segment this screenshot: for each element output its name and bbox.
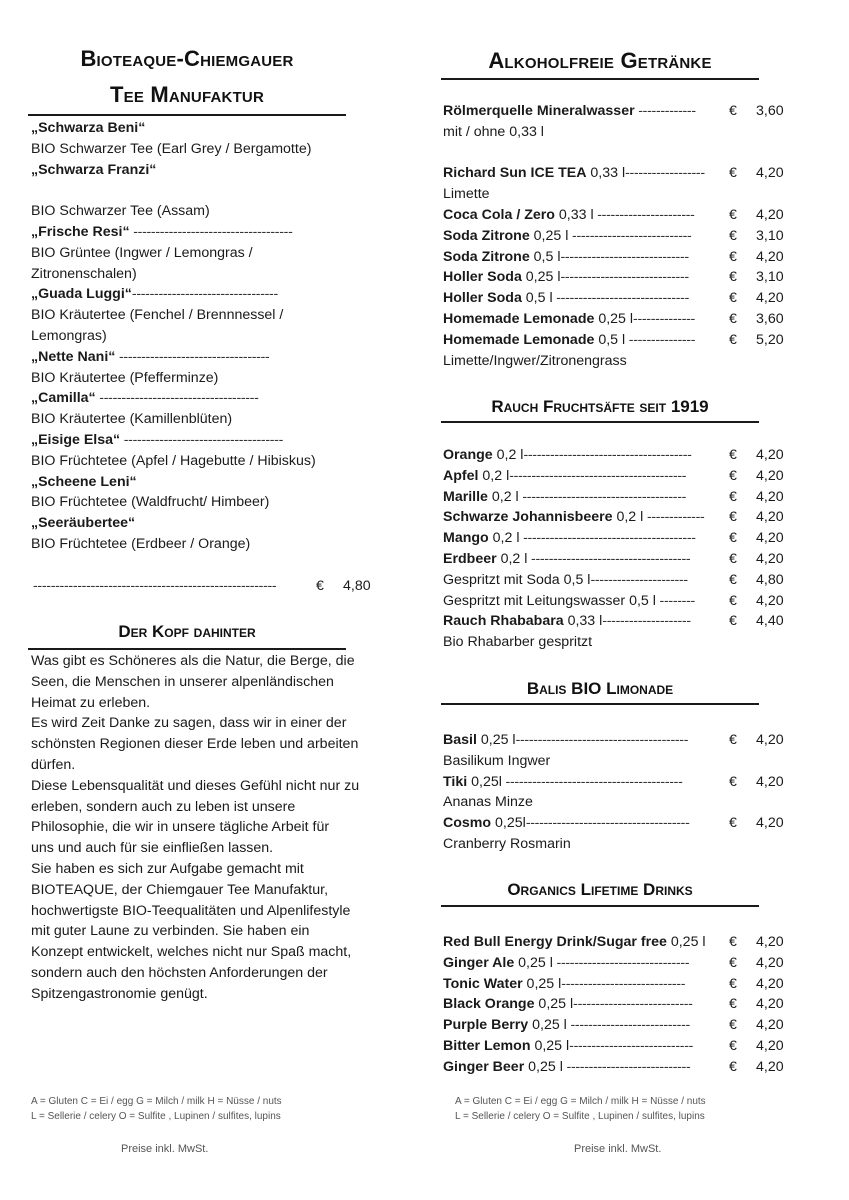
menu-item — [443, 288, 783, 309]
about-title: Der Kopf dahinter — [118, 622, 256, 641]
item-name: Soda Zitrone — [443, 227, 530, 244]
allergen-legend-line2: L = Sellerie / celery O = Sulfite , Lupinen / sulfites, lupins — [31, 1111, 281, 1122]
item-size: 0,25 l — [521, 269, 561, 286]
drinks-title: Alkoholfreie Getränke — [488, 48, 712, 73]
leader-dots: ---------------------------- — [562, 1058, 691, 1075]
leader-dots: -------------------- — [602, 613, 691, 630]
tea-description: Zitronenschalen) — [31, 265, 137, 282]
item-currency: € — [729, 934, 737, 950]
item-price: 4,20 — [756, 954, 784, 971]
item-name: Black Orange — [443, 996, 535, 1013]
tea-description: BIO Grüntee (Ingwer / Lemongras / — [31, 244, 253, 261]
about-line: Diese Lebensqualität und dieses Gefühl nicht nur zu — [31, 777, 360, 794]
item-currency: € — [729, 165, 737, 182]
menu-item — [443, 1036, 783, 1057]
item-size: 0,25 l — [530, 1038, 570, 1054]
item-currency: € — [729, 467, 737, 484]
menu-item — [443, 813, 783, 834]
tea-name: „Schwarza Beni“ — [31, 120, 146, 136]
item-price: 4,20 — [756, 551, 784, 567]
tea-item-name — [31, 118, 145, 139]
item-name: Holler Soda — [443, 269, 522, 286]
tea-item-name — [31, 160, 156, 181]
item-subtitle: Limette — [443, 186, 490, 203]
about-line: Seen, die Menschen in unserer alpenländischen — [31, 673, 334, 690]
item-name: Bitter Lemon — [443, 1038, 531, 1054]
item-name: Soda Zitrone — [443, 248, 530, 265]
leader-dots: ---------------------------------------- — [501, 773, 683, 790]
item-size: 0,25 l — [476, 732, 516, 748]
item-size: 0,2 l — [496, 551, 528, 567]
item-price: 3,10 — [756, 227, 784, 244]
leader-dots: ------------------ — [625, 165, 705, 182]
tea-name: „Eisige Elsa“ — [31, 432, 121, 448]
item-currency: € — [729, 488, 737, 505]
tea-name: „Schwarza Franzi“ — [31, 161, 157, 178]
leader-dots: ---------------------------------- — [115, 348, 270, 365]
item-subtitle: Cranberry Rosmarin — [443, 836, 571, 852]
tea-item-name — [31, 472, 137, 493]
menu-item — [443, 772, 783, 793]
organics-title: Organics Lifetime Drinks — [507, 880, 693, 899]
item-currency: € — [729, 331, 737, 348]
menu-item — [443, 247, 783, 268]
tea-description: BIO Schwarzer Tee (Earl Grey / Bergamotte) — [31, 140, 312, 157]
leader-dots: --------------------------- — [568, 227, 692, 244]
item-currency: € — [729, 996, 737, 1013]
leader-dots: --------------------------------- — [131, 286, 278, 303]
item-currency: € — [729, 975, 737, 992]
item-price: 4,20 — [756, 815, 784, 832]
item-name: Coca Cola / Zero — [443, 207, 555, 223]
leader-dots: --------------------------------------- — [515, 732, 689, 748]
item-name: Cosmo — [443, 815, 492, 832]
item-name: Mango — [443, 530, 489, 547]
item-name: Richard Sun ICE TEA — [443, 165, 587, 182]
tea-description: Lemongras) — [31, 328, 107, 344]
about-line: sondern auch den höchsten Anforderungen der — [31, 965, 328, 981]
about-line: BIOTEAQUE, der Chiemgauer Tee Manufaktur, — [31, 881, 329, 898]
leader-dots: ---------------------------------------- — [509, 467, 687, 484]
about-line: Was gibt es Schöneres als die Natur, die Berge, die — [31, 653, 355, 669]
tea-description: BIO Früchtetee (Apfel / Hagebutte / Hibiskus) — [31, 452, 316, 469]
allergen-legend-line1: A = Gluten C = Ei / egg G = Milch / milk H = Nüsse / nuts — [455, 1096, 706, 1107]
item-currency: € — [729, 248, 737, 265]
item-currency: € — [729, 551, 737, 567]
leader-dots: ---------------------- — [593, 207, 695, 223]
item-currency: € — [729, 732, 737, 748]
tea-title-line1: Bioteaque-Chiemgauer — [80, 46, 294, 71]
leader-dots: ------------------------------------ — [95, 390, 259, 407]
tea-item-name — [31, 222, 293, 243]
menu-item — [443, 953, 783, 974]
item-price: 3,10 — [756, 269, 784, 286]
tea-item-name — [31, 513, 135, 534]
tea-name: „Seeräubertee“ — [31, 515, 136, 532]
leader-dots: --------------- — [625, 331, 696, 348]
leader-dots: ------------------------------------ — [129, 224, 293, 240]
item-subtitle: Bio Rhabarber gespritzt — [443, 634, 593, 651]
item-price: 4,20 — [756, 488, 784, 505]
item-price: 4,40 — [756, 613, 784, 630]
tea-description: BIO Kräutertee (Pfefferminze) — [31, 369, 219, 386]
item-size: 0,25 l — [534, 996, 574, 1013]
item-name: Orange — [443, 447, 493, 463]
item-price: 4,20 — [756, 248, 784, 265]
item-currency: € — [729, 1058, 737, 1075]
item-size: 0,5 l — [594, 331, 626, 348]
item-size: Gespritzt mit Leitungswasser 0,5 l — [443, 592, 656, 609]
leader-dots: ------------------------------ — [552, 954, 690, 971]
menu-item — [443, 466, 783, 487]
menu-item — [443, 932, 783, 953]
allergen-legend-line2: L = Sellerie / celery O = Sulfite , Lupinen / sulfites, lupins — [455, 1111, 705, 1122]
menu-item — [443, 528, 783, 549]
leader-dots: -------------- — [633, 311, 695, 327]
tea-price-value: 4,80 — [343, 578, 371, 594]
item-size: 0,25l — [491, 815, 526, 832]
about-line: Philosophie, die wir in unsere tägliche Arbeit für — [31, 819, 330, 836]
menu-item — [443, 205, 783, 226]
item-size: 0,25 l — [594, 311, 634, 327]
about-line: Spitzengastronomie genügt. — [31, 985, 208, 1002]
tea-name: „Nette Nani“ — [31, 348, 116, 365]
tea-price-leader: ------------------------------------------------------- — [33, 578, 277, 594]
menu-item — [443, 445, 783, 466]
item-price: 4,20 — [756, 732, 784, 748]
item-currency: € — [729, 311, 737, 327]
menu-item — [443, 267, 783, 288]
item-currency: € — [729, 815, 737, 832]
item-size: 0,33 l — [563, 613, 603, 630]
item-name: Ginger Ale — [443, 954, 515, 971]
item-size: 0,5 l — [529, 248, 561, 265]
leader-dots: ---------------------------- — [569, 1038, 694, 1054]
leader-dots: -------------------------------------- — [523, 447, 692, 463]
item-currency: € — [729, 447, 737, 463]
item-size: Gespritzt mit Soda 0,5 l — [443, 571, 591, 588]
tea-title-divider — [28, 114, 346, 116]
item-price: 4,20 — [756, 1038, 784, 1054]
tea-description: BIO Kräutertee (Fenchel / Brennnessel / — [31, 307, 284, 324]
organics-divider — [441, 905, 759, 907]
about-line: Sie haben es sich zur Aufgabe gemacht mit — [31, 861, 304, 877]
item-name: Schwarze Johannisbeere — [443, 509, 613, 526]
leader-dots: ------------------------------ — [552, 290, 689, 307]
item-price: 4,20 — [756, 467, 784, 484]
item-size: 0,2 l — [488, 530, 520, 547]
item-price: 4,20 — [756, 773, 784, 790]
item-price: 4,20 — [756, 530, 784, 547]
item-size: 0,25 l — [529, 227, 569, 244]
item-price: 4,20 — [756, 290, 784, 307]
limo-title: Balis BIO Limonade — [526, 679, 674, 698]
leader-dots: ----------------------------- — [560, 248, 689, 265]
tea-item-name — [31, 430, 283, 451]
item-currency: € — [729, 290, 737, 307]
item-currency: € — [729, 509, 737, 526]
tea-title-line2: Tee Manufaktur — [109, 82, 264, 107]
tea-description: BIO Schwarzer Tee (Assam) — [31, 203, 210, 220]
tea-name: „Scheene Leni“ — [31, 473, 137, 490]
vat-note: Preise inkl. MwSt. — [121, 1143, 209, 1155]
drinks-title-divider — [441, 78, 759, 80]
menu-item — [443, 549, 783, 570]
tea-item-name — [31, 347, 269, 368]
menu-item — [443, 487, 783, 508]
item-name: Tonic Water — [443, 975, 523, 992]
item-size: 0,25 l — [666, 934, 706, 950]
juice-title: Rauch Fruchtsäfte seit 1919 — [491, 397, 709, 416]
item-currency: € — [729, 592, 737, 609]
juice-divider — [441, 421, 759, 423]
about-line: hochwertigste BIO-Teequalitäten und Alpenlifestyle — [31, 902, 351, 919]
item-price: 5,20 — [756, 331, 784, 348]
about-line: dürfen. — [31, 757, 76, 773]
item-subtitle: Basilikum Ingwer — [443, 752, 551, 769]
item-size: 0,2 l — [492, 447, 524, 463]
item-currency: € — [729, 773, 737, 790]
about-line: Heimat zu erleben. — [31, 694, 151, 711]
menu-item — [443, 226, 783, 247]
item-price: 4,20 — [756, 207, 784, 223]
item-currency: € — [729, 954, 737, 971]
item-currency: € — [729, 530, 737, 547]
menu-item — [443, 994, 783, 1015]
tea-name: „Frische Resi“ — [31, 224, 130, 240]
item-currency: € — [729, 103, 737, 119]
menu-item — [443, 611, 783, 632]
tea-description: BIO Früchtetee (Waldfrucht/ Himbeer) — [31, 494, 270, 511]
item-price: 3,60 — [756, 311, 784, 327]
leader-dots: ------------------------------------- — [518, 488, 687, 505]
tea-item-name — [31, 284, 278, 305]
item-name: Holler Soda — [443, 290, 522, 307]
item-size: 0,33 l — [554, 207, 594, 223]
about-divider — [28, 648, 346, 650]
item-currency: € — [729, 227, 737, 244]
leader-dots: ---------------------------- — [561, 975, 686, 992]
item-currency: € — [729, 269, 737, 286]
about-line: Konzept entwickelt, welches nicht nur Spaß macht, — [31, 944, 352, 961]
item-price: 4,20 — [756, 934, 784, 950]
item-name: Rölmerquelle Mineralwasser — [443, 103, 635, 119]
leader-dots: -------- — [655, 592, 695, 609]
item-currency: € — [729, 207, 737, 223]
menu-item — [443, 507, 783, 528]
item-price: 4,20 — [756, 1058, 784, 1075]
tea-price-currency: € — [316, 578, 324, 594]
menu-item — [443, 330, 783, 351]
menu-item — [443, 163, 783, 184]
item-size: 0,5 l — [521, 290, 553, 307]
item-name: Purple Berry — [443, 1017, 529, 1034]
menu-item — [443, 101, 783, 122]
item-price: 4,20 — [756, 996, 784, 1013]
item-name: Ginger Beer — [443, 1058, 525, 1075]
menu-item — [443, 309, 783, 330]
tea-description: BIO Kräutertee (Kamillenblüten) — [31, 411, 233, 428]
item-currency: € — [729, 1038, 737, 1054]
menu-item — [443, 730, 783, 751]
item-price: 4,20 — [756, 1017, 784, 1034]
item-size: 0,2 l — [612, 509, 644, 526]
menu-item — [443, 570, 783, 591]
leader-dots: ---------------------- — [590, 571, 688, 588]
leader-dots: ------------------------------------ — [120, 432, 284, 448]
about-line: schönsten Regionen dieser Erde leben und arbeiten — [31, 736, 359, 753]
item-name: Basil — [443, 732, 477, 748]
item-price: 4,20 — [756, 592, 784, 609]
item-subtitle: mit / ohne 0,33 l — [443, 123, 544, 140]
leader-dots: ------------- — [634, 103, 696, 119]
tea-description: BIO Früchtetee (Erdbeer / Orange) — [31, 536, 251, 552]
allergen-legend-line1: A = Gluten C = Ei / egg G = Milch / milk H = Nüsse / nuts — [31, 1096, 282, 1107]
about-line: uns und auch für sie einfließen lassen. — [31, 840, 274, 857]
item-size: 0,33 l — [586, 165, 626, 182]
item-price: 4,20 — [756, 975, 784, 992]
item-size: 0,2 l — [487, 488, 519, 505]
item-price: 4,20 — [756, 509, 784, 526]
item-currency: € — [729, 613, 737, 630]
item-subtitle: Limette/Ingwer/Zitronengrass — [443, 352, 627, 369]
item-name: Rauch Rhababara — [443, 613, 564, 630]
leader-dots: --------------------------------------- — [519, 530, 696, 547]
item-name: Marille — [443, 488, 488, 505]
item-currency: € — [729, 571, 737, 588]
menu-item — [443, 1057, 783, 1078]
item-name: Apfel — [443, 467, 479, 484]
item-size: 0,25 l — [524, 1058, 563, 1075]
menu-item — [443, 974, 783, 995]
item-price: 3,60 — [756, 103, 784, 119]
item-size: 0,25 l — [528, 1017, 567, 1034]
tea-name: „Camilla“ — [31, 390, 96, 407]
about-line: mit guter Laune zu verbinden. Sie haben ein — [31, 923, 310, 940]
limo-divider — [441, 703, 759, 705]
leader-dots: --------------------------- — [566, 1017, 690, 1034]
item-size: 0,2 l — [478, 467, 510, 484]
item-name: Erdbeer — [443, 551, 497, 567]
leader-dots: ------------------------------------ — [527, 551, 691, 567]
leader-dots: ------------------------------------- — [525, 815, 690, 832]
tea-price-row — [33, 576, 371, 597]
leader-dots: ----------------------------- — [560, 269, 689, 286]
item-name: Homemade Lemonade — [443, 331, 595, 348]
menu-item — [443, 591, 783, 612]
item-name: Tiki — [443, 773, 468, 790]
tea-item-name — [31, 388, 259, 409]
about-line: Es wird Zeit Danke zu sagen, dass wir in einer der — [31, 715, 347, 732]
item-name: Red Bull Energy Drink/Sugar free — [443, 934, 667, 950]
about-line: erleben, sondern auch zu leben ist unsere — [31, 798, 296, 815]
item-subtitle: Ananas Minze — [443, 794, 533, 811]
item-size: 0,25l — [467, 773, 502, 790]
item-currency: € — [729, 1017, 737, 1034]
item-size: 0,25 l — [522, 975, 562, 992]
item-price: 4,80 — [756, 571, 784, 588]
leader-dots: --------------------------- — [573, 996, 693, 1013]
item-size: 0,25 l — [514, 954, 553, 971]
item-name: Homemade Lemonade — [443, 311, 595, 327]
tea-name: „Guada Luggi“ — [31, 286, 132, 303]
leader-dots: ------------- — [643, 509, 705, 526]
item-price: 4,20 — [756, 447, 784, 463]
menu-item — [443, 1015, 783, 1036]
vat-note: Preise inkl. MwSt. — [574, 1143, 662, 1155]
item-price: 4,20 — [756, 165, 784, 182]
